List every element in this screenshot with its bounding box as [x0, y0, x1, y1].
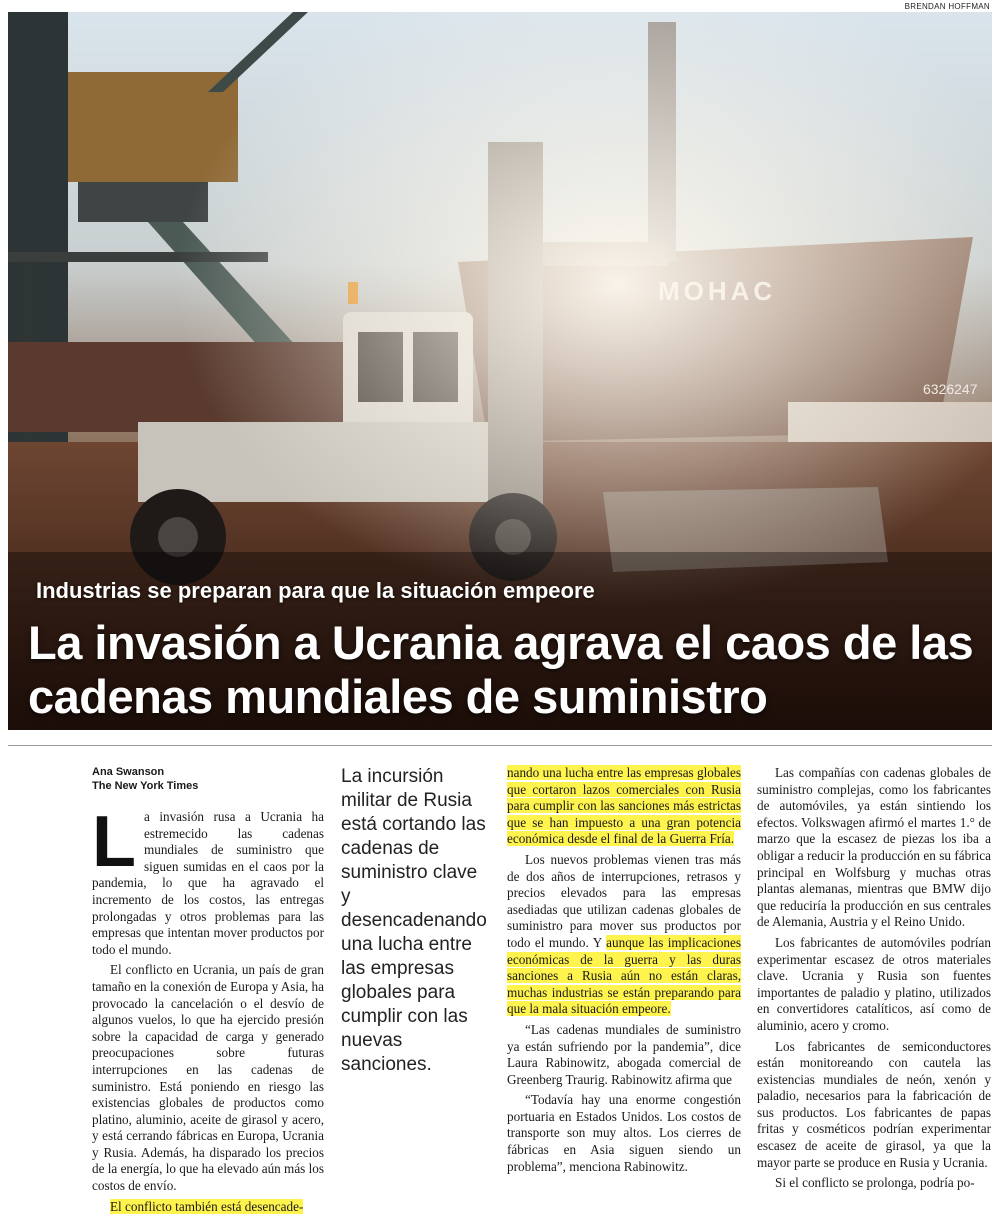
photo-credit: BRENDAN HOFFMAN	[904, 2, 990, 11]
article-headline: La invasión a Ucrania agrava el caos de las cadenas mundiales de suministro	[28, 616, 974, 723]
paragraph	[92, 1199, 324, 1216]
highlighted-text: nando una lucha entre las empresas globales que cortaron lazos comerciales con Rusia para cumplir con las sanciones más estrictas que se han impuesto a una gran potencia económica desde el final de la Guerra Fría.	[507, 765, 741, 847]
hero-photo	[8, 12, 992, 730]
paragraph	[507, 765, 741, 848]
publication-name: The New York Times	[92, 780, 199, 792]
drop-cap: L	[92, 802, 136, 882]
paragraph: Si el conflicto se prolonga, podría po-	[775, 1175, 975, 1191]
paragraph: Los fabricantes de semiconductores están monitoreando con cautela las existencias mundiales de neón, xenón y paladio, necesarios para la fabricación de sus productos. Los fabricantes de papas fritas y cosméticos podrían experimentar escasez de aceite de girasol, ya que la mayor parte se produce en Rusia y Ucrania.	[757, 1038, 991, 1170]
paragraph: “Todavía hay una enorme congestión portuaria en Estados Unidos. Los costos de transporte son muy altos. Los cierres de fábricas en Asia siguen siendo un problema”, menciona Rabinowitz.	[507, 1092, 741, 1174]
highlighted-text: aunque las implicaciones económicas de la guerra y las duras sanciones a Rusia aún no están claras, muchas industrias se están preparando para que la mala situación empeore.	[507, 934, 742, 1017]
column-1	[92, 765, 324, 1219]
paragraph: La invasión rusa a Ucrania ha estremecido las cadenas mundiales de suministro que siguen sumidas en el caos por la pandemia, lo que ha agravado el incremento de los costos, las entregas prolongadas y otros problemas para las empresas que intentan mover productos por todo el mundo.	[92, 802, 324, 957]
section-divider	[8, 745, 992, 746]
paragraph: El conflicto en Ucrania, un país de gran tamaño en la conexión de Europa y Asia, ha provocado la cancelación o el desvío de algunos vuelos, lo que ha ejercido presión sobre la capacidad de carga y generado preocupaciones sobre futuras interrupciones en las cadenas de suministro. Está poniendo en riesgo las existencias globales de productos como platino, aluminio, aceite de girasol y acero, y está cerrando fábricas en Europa, Ucrania y Rusia. Además, ha disparado los precios de la energía, lo que ha elevado aún más los costos de envío.	[92, 962, 324, 1194]
column-3	[507, 765, 741, 1179]
highlighted-text: El conflicto también está desencade-	[110, 1198, 304, 1214]
paragraph: “Las cadenas mundiales de suministro ya están sufriendo por la pandemia”, dice Laura Rabinowitz, abogada comercial de Greenberg Traurig. Rabinowitz afirma que	[507, 1021, 741, 1087]
column-4	[757, 765, 991, 1196]
article-kicker: Industrias se preparan para que la situación empeore	[36, 578, 595, 603]
pull-quote: La incursión militar de Rusia está cortando las cadenas de suministro clave y desencadenando una lucha entre las empresas globales para cumplir con las nuevas sanciones.	[341, 766, 487, 1075]
paragraph: Los nuevos problemas vienen tras más de dos años de interrupciones, retrasos y precios elevados para las empresas asediadas que utilizan cadenas globales de suministro para mover sus productos por todo el mundo. Y aunque las implicaciones económicas de la guerra y las duras sanciones a Rusia aún no están claras, muchas industrias se están preparando para que la mala situación empeore.	[507, 851, 742, 1017]
paragraph: Los fabricantes de automóviles podrían experimentar escasez de otros materiales clave. Ucrania y Rusia son fuentes importantes de paladio y platino, utilizados en convertidores catalíticos, así como de aluminio, acero y cromo.	[757, 934, 991, 1033]
paragraph: Las compañías con cadenas globales de suministro complejas, como los fabricantes de automóviles, ya están sintiendo los efectos. Volkswagen afirmó el martes 1.° de marzo que la escasez de piezas los iba a obligar a reducir la producción en su fábrica principal en Wolfsburg y muchas otras plantas alemanas, mientras que BMW dijo que reduciría la producción en sus centrales de Alemania, Austria y el Reino Unido.	[757, 765, 991, 930]
author-name: Ana Swanson	[92, 766, 165, 778]
